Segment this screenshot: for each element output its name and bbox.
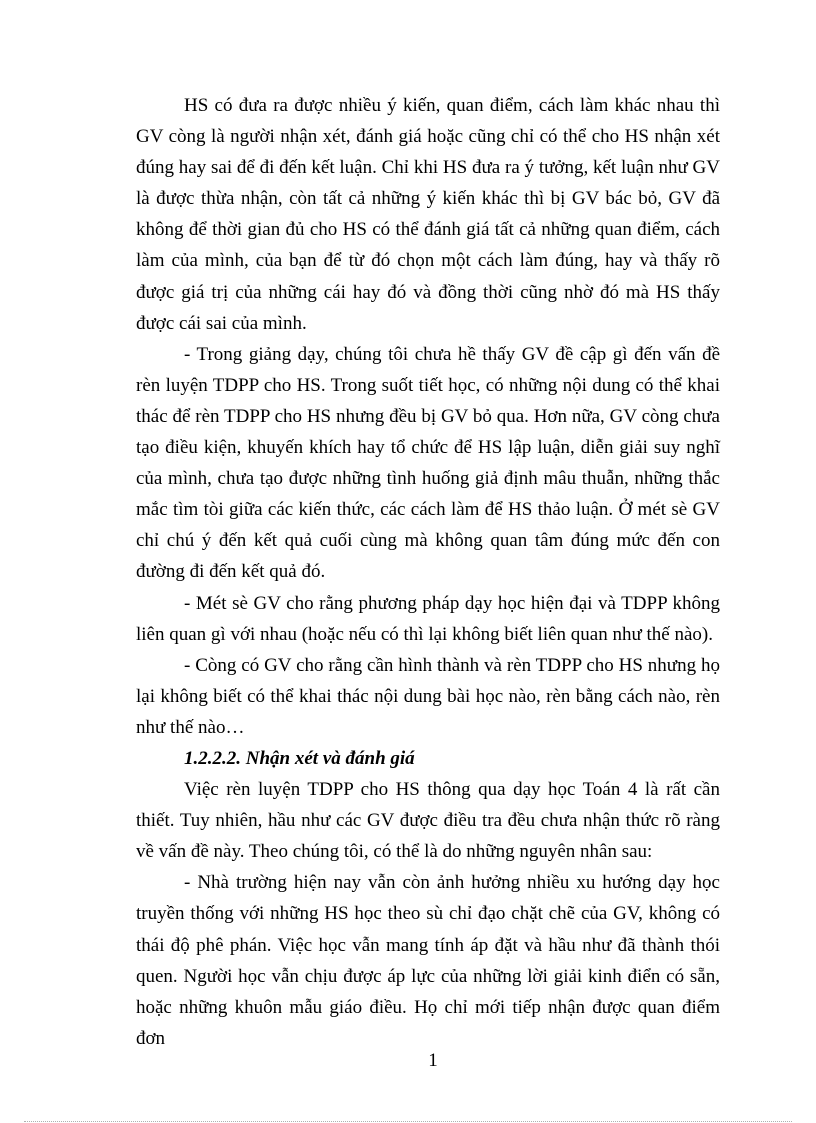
page-bottom-divider	[24, 1121, 792, 1122]
document-body	[136, 90, 720, 1054]
paragraph-assessment-intro: Việc rèn luyện TDPP cho HS thông qua dạy học Toán 4 là rất cần thiết. Tuy nhiên, hầu như các GV được điều tra đều chưa nhận thức rõ ràng về vấn đề này. Theo chúng tôi, có thể là do những nguyên nhân sau:	[136, 779, 720, 863]
paragraph-traditional-teaching: - Nhà trường hiện nay vẫn còn ảnh hưởng nhiều xu hướng dạy học truyền thống với những HS học theo sù chỉ đạo chặt chẽ của GV, không có thái độ phê phán. Việc học vẫn mang tính áp đặt và hầu như đã thành thói quen. Người học vẫn chịu được áp lực của những lời giải kinh điển có sẵn, hoặc những khuôn mẫu giáo điều. Họ chỉ mới tiếp nhận được quan điểm đơn	[136, 872, 720, 1049]
section-heading: 1.2.2.2. Nhận xét và đánh giá	[184, 747, 415, 769]
page-number: 1	[428, 1050, 438, 1071]
paragraph-training-methods: - Còng có GV cho rằng cần hình thành và rèn TDPP cho HS nhưng họ lại không biết có thể khai thác nội dung bài học nào, rèn bằng cách nào, rèn như thế nào…	[136, 654, 720, 738]
paragraph-teaching-observation: - Trong giảng dạy, chúng tôi chưa hề thấy GV đề cập gì đến vấn đề rèn luyện TDPP cho HS. Trong suốt tiết học, có những nội dung có thể khai thác để rèn TDPP cho HS nhưng đều bị GV bỏ qua. Hơn nữa, GV còng chưa tạo điều kiện, khuyến khích hay tổ chức để HS lập luận, diễn giải suy nghĩ của mình, chưa tạo được những tình huống giả định mâu thuẫn, những thắc mắc tìm tòi giữa các kiến thức, các cách làm để HS thảo luận. Ở mét sè GV chỉ chú ý đến kết quả cuối cùng mà không quan tâm đúng mức đến con đường đi đến kết quả đó.	[136, 343, 720, 583]
paragraph-modern-methods: - Mét sè GV cho rằng phương pháp dạy học hiện đại và TDPP không liên quan gì với nhau (hoặc nếu có thì lại không biết liên quan như thế nào).	[136, 592, 720, 645]
paragraph-teacher-feedback: HS có đưa ra được nhiều ý kiến, quan điểm, cách làm khác nhau thì GV còng là người nhận xét, đánh giá hoặc cũng chỉ có thể cho HS nhận xét đúng hay sai để đi đến kết luận. Chỉ khi HS đưa ra ý tưởng, kết luận như GV là được thừa nhận, còn tất cả những ý kiến khác thì bị GV bác bỏ, GV đã không để thời gian đủ cho HS có thể đánh giá tất cả những quan điểm, cách làm của mình, của bạn để từ đó chọn một cách làm đúng, hay và thấy rõ được giá trị của những cái hay đó và đồng thời cũng nhờ đó mà HS thấy được cái sai của mình.	[136, 95, 720, 334]
